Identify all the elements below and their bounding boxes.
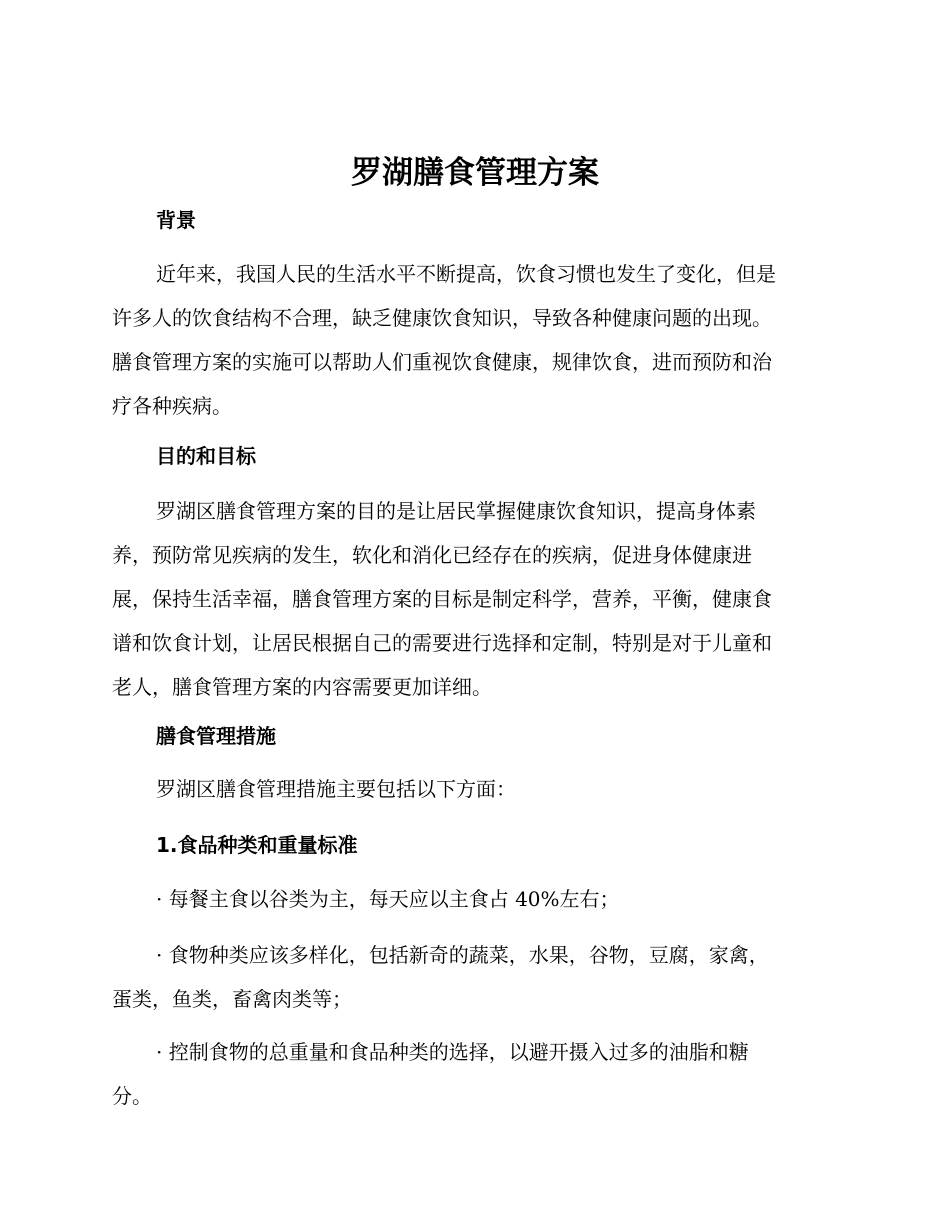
paragraph-line: 罗湖区膳食管理措施主要包括以下方面： [156,777,516,801]
bullet-item [112,1030,836,1118]
paragraph-line: 展，保持生活幸福，膳食管理方案的目标是制定科学，营养，平衡，健康食 [112,587,772,611]
bullet-line: 分。 [112,1084,152,1108]
paragraph-goals [112,489,836,709]
paragraph-line: 养，预防常见疾病的发生，软化和消化已经存在的疾病，促进身体健康进 [112,543,752,567]
section-heading-goals: 目的和目标 [156,444,256,468]
paragraph-line: 疗各种疾病。 [112,394,232,418]
section-heading-measures: 膳食管理措施 [156,724,276,748]
section-heading-food-standards: 1.食品种类和重量标准 [156,833,358,857]
bullet-line: · 每餐主食以谷类为主，每天应以主食占 40%左右； [156,887,620,911]
paragraph-line: 谱和饮食计划，让居民根据自己的需要进行选择和定制，特别是对于儿童和 [112,631,772,655]
section-heading-background: 背景 [156,208,196,232]
bullet-item [112,877,836,921]
paragraph-measures-intro [112,767,836,811]
paragraph-line: 许多人的饮食结构不合理，缺乏健康饮食知识，导致各种健康问题的出现。 [112,306,772,330]
bullet-line: · 食物种类应该多样化，包括新奇的蔬菜，水果，谷物，豆腐，家禽， [156,943,769,967]
paragraph-line: 膳食管理方案的实施可以帮助人们重视饮食健康，规律饮食，进而预防和治 [112,350,772,374]
paragraph-line: 罗湖区膳食管理方案的目的是让居民掌握健康饮食知识，提高身体素 [156,499,756,523]
paragraph-background [112,252,836,428]
document-title: 罗湖膳食管理方案 [351,155,599,191]
bullet-item [112,933,836,1021]
paragraph-line: 近年来，我国人民的生活水平不断提高，饮食习惯也发生了变化，但是 [156,262,776,286]
paragraph-line: 老人，膳食管理方案的内容需要更加详细。 [112,675,492,699]
bullet-line: 蛋类，鱼类，畜禽肉类等； [112,987,352,1011]
bullet-line: · 控制食物的总重量和食品种类的选择，以避开摄入过多的油脂和糖 [156,1040,749,1064]
